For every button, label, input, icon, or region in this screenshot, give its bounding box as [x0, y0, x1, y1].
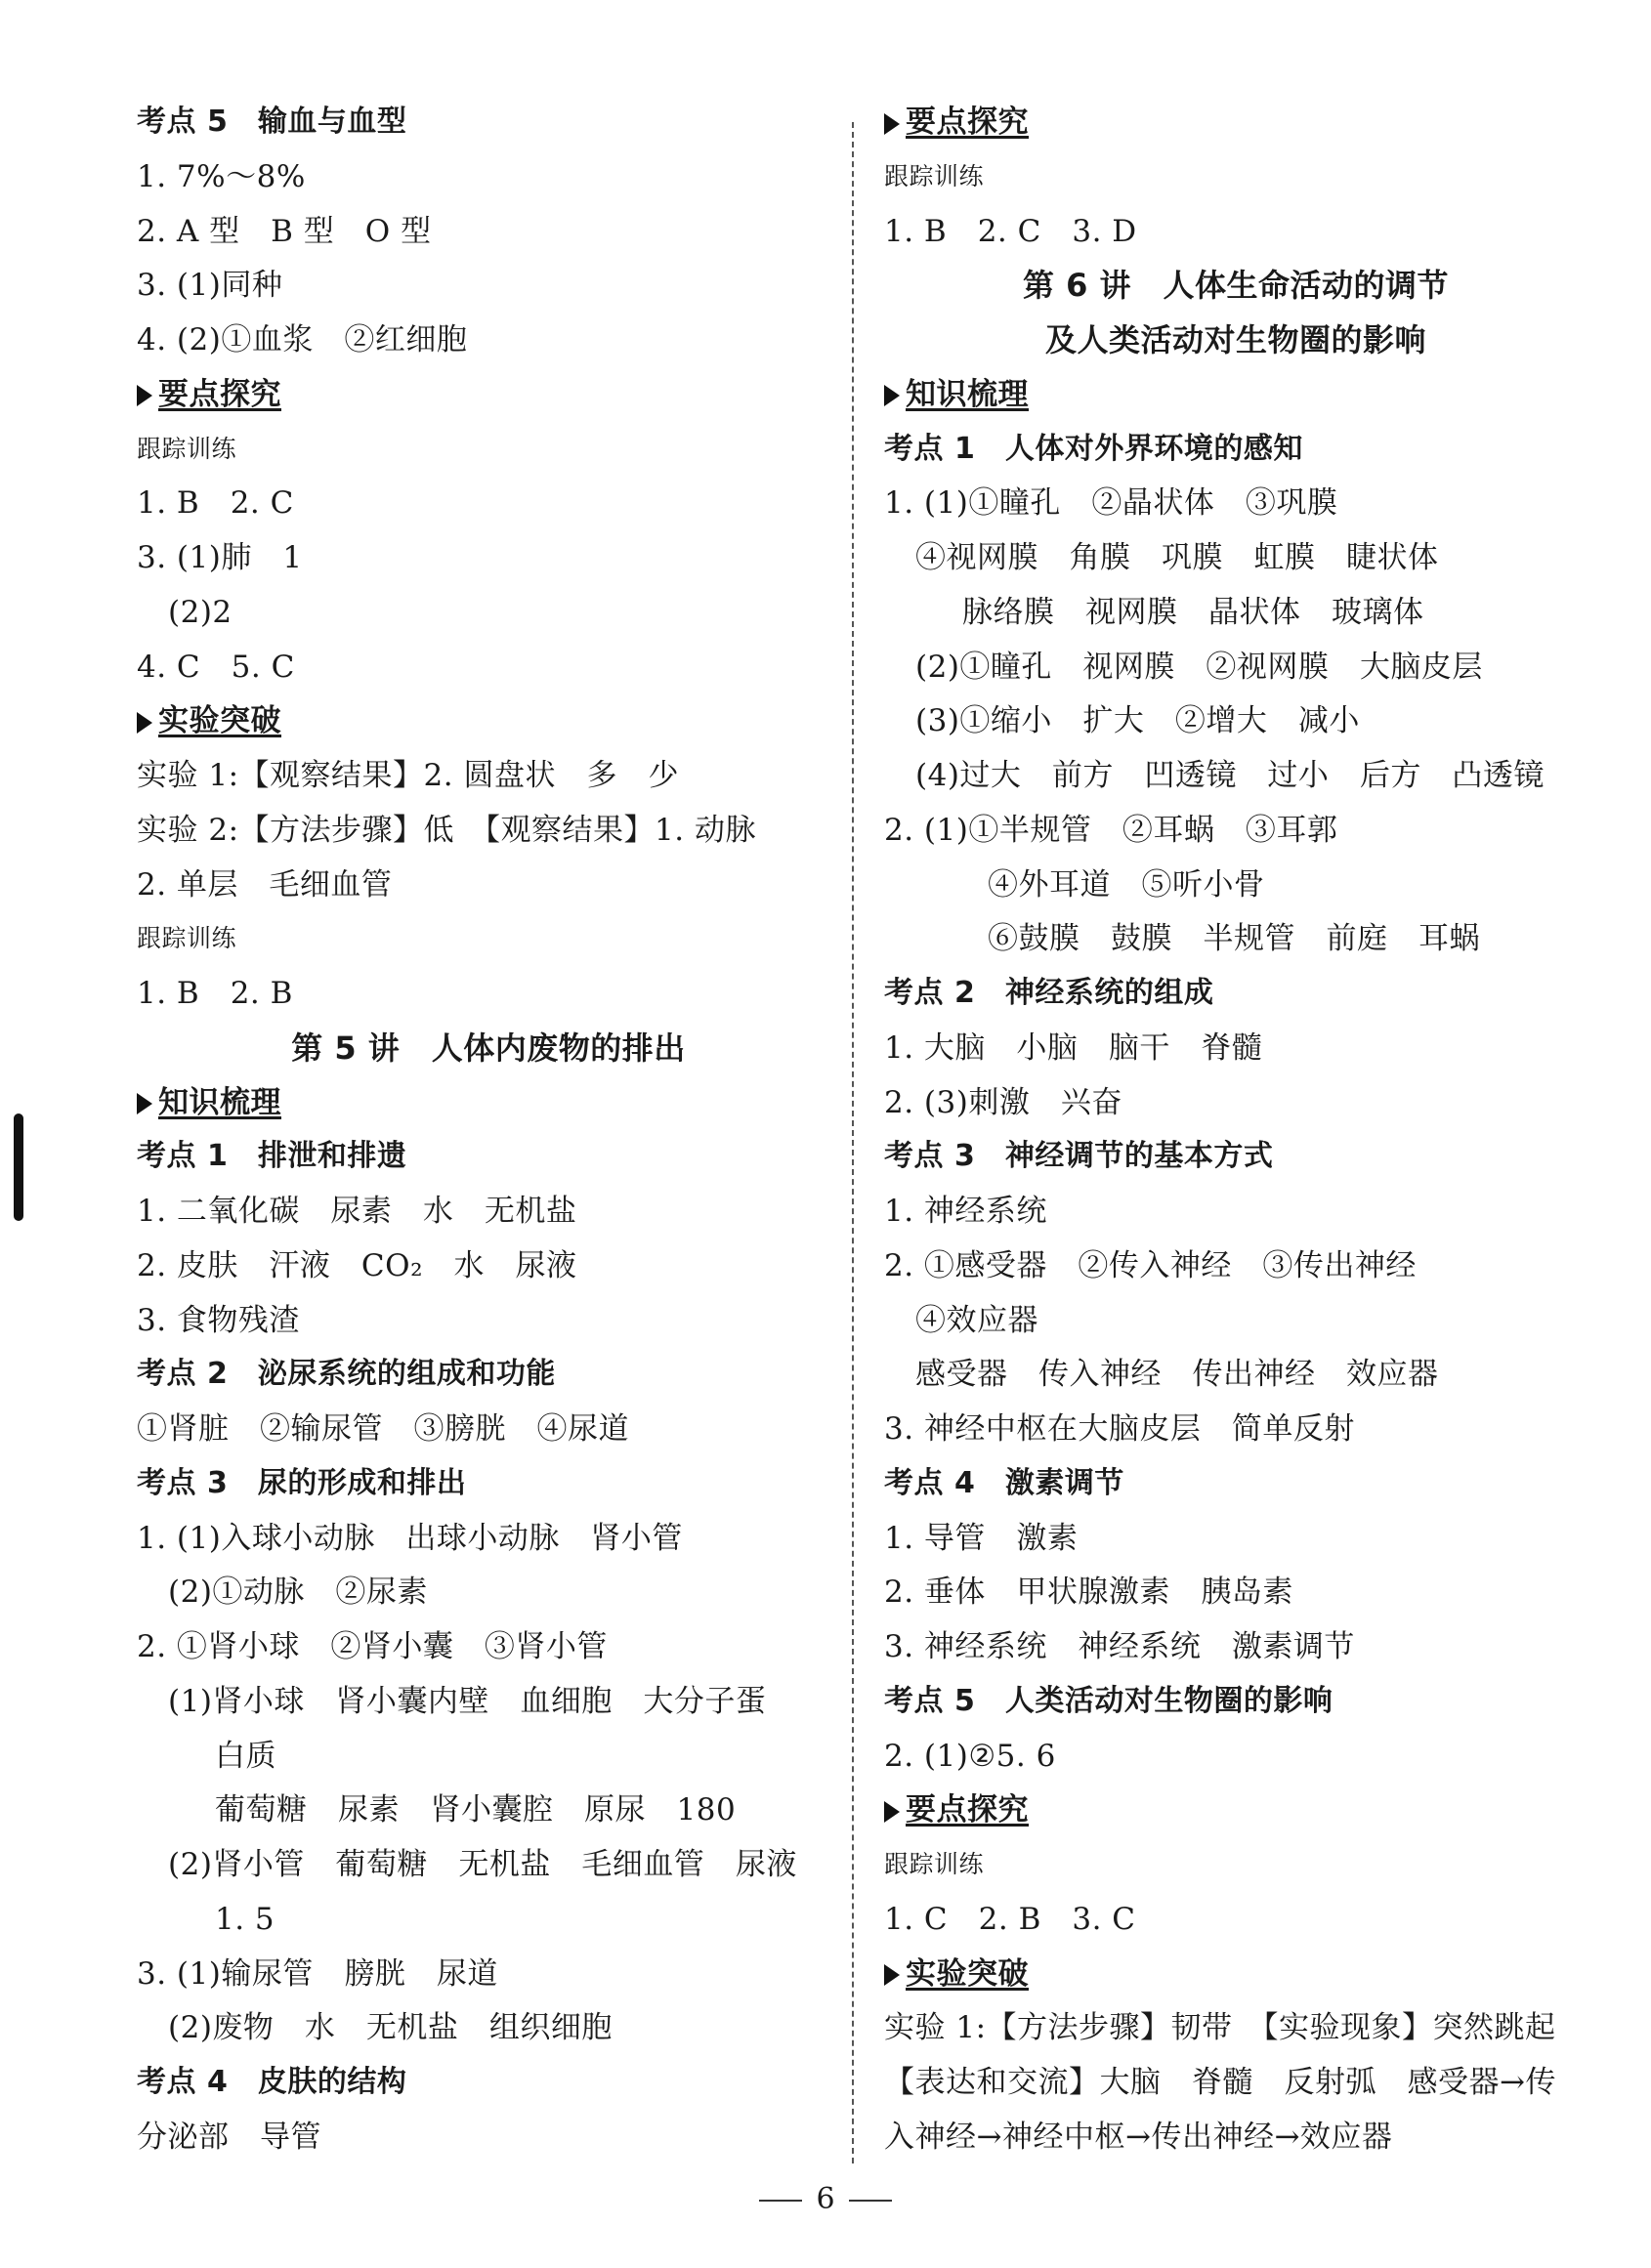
topic-heading: 考点 2 泌尿系统的组成和功能: [137, 1357, 556, 1392]
section-heading: [884, 375, 1029, 414]
answer-line: 3. (1)同种: [137, 268, 283, 304]
page-number: [0, 2180, 1651, 2219]
answer-line: 葡萄糖 尿素 肾小囊腔 原尿 180: [215, 1792, 737, 1828]
answer-line: 3. 神经系统 神经系统 激素调节: [884, 1629, 1355, 1664]
section-heading: [137, 1083, 281, 1122]
answer-line: 3. 神经中枢在大脑皮层 简单反射: [884, 1411, 1355, 1447]
topic-heading: 考点 4 激素调节: [884, 1465, 1124, 1500]
answer-line: 3. 食物残渣: [137, 1302, 300, 1338]
section-heading: [884, 1790, 1029, 1829]
answer-line: 2. (1)②5. 6: [884, 1738, 1056, 1774]
answer-line: 感受器 传入神经 传出神经 效应器: [915, 1357, 1439, 1393]
answer-line: 1. C 2. B 3. C: [884, 1901, 1136, 1937]
answer-line: (2)废物 水 无机盐 组织细胞: [168, 2010, 613, 2046]
answer-line: 1. B 2. C: [137, 485, 294, 522]
answer-line: (2)肾小管 葡萄糖 无机盐 毛细血管 尿液: [168, 1847, 797, 1882]
topic-heading: 考点 4 皮肤的结构: [137, 2065, 407, 2099]
practice-label: 跟踪训练: [137, 434, 237, 463]
answer-line: 2. 皮肤 汗液 CO₂ 水 尿液: [137, 1247, 577, 1283]
section-heading-label: 知识梳理: [158, 1084, 281, 1120]
triangle-marker-icon: [137, 712, 152, 734]
topic-heading: 考点 5 人类活动对生物圈的影响: [884, 1683, 1334, 1718]
answer-line: (2)①动脉 ②尿素: [168, 1575, 428, 1611]
lecture-title: 及人类活动对生物圈的影响: [1044, 321, 1426, 358]
practice-label: 跟踪训练: [137, 924, 237, 953]
answer-line: ④视网膜 角膜 巩膜 虹膜 睫状体: [915, 540, 1439, 575]
answer-line: (2)2: [168, 594, 233, 630]
section-heading-label: 要点探究: [906, 105, 1029, 140]
topic-heading: 考点 2 神经系统的组成: [884, 976, 1214, 1010]
answer-line: 1. (1)①瞳孔 ②晶状体 ③巩膜: [884, 485, 1338, 522]
answer-line: 2. ①肾小球 ②肾小囊 ③肾小管: [137, 1629, 608, 1664]
section-heading-label: 实验突破: [158, 703, 281, 739]
triangle-marker-icon: [884, 113, 900, 135]
section-heading: [137, 375, 281, 414]
answer-line: 1. B 2. B: [137, 976, 293, 1011]
topic-heading: 考点 5 输血与血型: [137, 105, 407, 139]
answer-line: (4)过大 前方 凹透镜 过小 后方 凸透镜: [915, 758, 1545, 793]
answer-line: 实验 2:【方法步骤】低 【观察结果】1. 动脉: [137, 812, 756, 848]
triangle-marker-icon: [884, 385, 900, 406]
answer-line: ④外耳道 ⑤听小骨: [988, 866, 1265, 903]
answer-line: ⑥鼓膜 鼓膜 半规管 前庭 耳蜗: [988, 921, 1480, 957]
answer-line: 1. (1)入球小动脉 出球小动脉 肾小管: [137, 1520, 683, 1556]
answer-line: 1. 二氧化碳 尿素 水 无机盐: [137, 1194, 577, 1229]
answer-line: 2. (1)①半规管 ②耳蜗 ③耳郭: [884, 812, 1338, 848]
answer-line: 入神经→神经中枢→传出神经→效应器: [884, 2119, 1393, 2155]
answer-line: 实验 1:【方法步骤】韧带 【实验现象】突然跳起: [884, 2010, 1556, 2046]
answer-line: 2. A 型 B 型 O 型: [137, 213, 432, 249]
answer-line: 1. 5: [215, 1901, 275, 1937]
section-heading-label: 要点探究: [906, 1792, 1029, 1828]
answer-line: 1. 大脑 小脑 脑干 脊髓: [884, 1029, 1263, 1066]
answer-line: (2)①瞳孔 视网膜 ②视网膜 大脑皮层: [915, 649, 1483, 685]
answer-line: 白质: [215, 1738, 276, 1774]
answer-line: 1. 7%～8%: [137, 158, 306, 194]
answer-line: ④效应器: [915, 1302, 1038, 1338]
answer-line: 脉络膜 视网膜 晶状体 玻璃体: [962, 594, 1424, 630]
answer-line: ①肾脏 ②输尿管 ③膀胱 ④尿道: [137, 1411, 629, 1447]
section-heading: [137, 701, 281, 740]
answer-line: 1. 神经系统: [884, 1194, 1047, 1229]
answer-line: (3)①缩小 扩大 ②增大 减小: [915, 703, 1360, 739]
answer-line: (1)肾小球 肾小囊内壁 血细胞 大分子蛋: [168, 1683, 767, 1719]
lecture-title: 第 5 讲 人体内废物的排出: [291, 1029, 686, 1067]
topic-heading: 考点 1 排泄和排遗: [137, 1139, 407, 1174]
practice-label: 跟踪训练: [884, 161, 985, 190]
triangle-marker-icon: [137, 385, 152, 406]
answer-line: 3. (1)输尿管 膀胱 尿道: [137, 1955, 498, 1992]
triangle-marker-icon: [884, 1801, 900, 1823]
answer-line: 【表达和交流】大脑 脊髓 反射弧 感受器→传: [884, 2065, 1556, 2100]
answer-line: 2. ①感受器 ②传入神经 ③传出神经: [884, 1247, 1417, 1283]
page-number-dash-left: [759, 2200, 802, 2202]
section-heading-label: 实验突破: [906, 1955, 1029, 1992]
page-number-dash-right: [849, 2200, 892, 2202]
answer-line: 2. 单层 毛细血管: [137, 866, 393, 903]
triangle-marker-icon: [137, 1093, 152, 1114]
answer-line: 3. (1)肺 1: [137, 540, 303, 575]
topic-heading: 考点 3 神经调节的基本方式: [884, 1139, 1274, 1174]
lecture-title: 第 6 讲 人体生命活动的调节: [1022, 267, 1450, 305]
answer-line: 4. C 5. C: [137, 649, 295, 685]
answer-line: 分泌部 导管: [137, 2119, 321, 2155]
triangle-marker-icon: [884, 1964, 900, 1986]
section-heading: [884, 103, 1029, 142]
answer-line: 2. 垂体 甲状腺激素 胰岛素: [884, 1575, 1293, 1611]
page-number-text: 6: [816, 2182, 835, 2216]
answer-line: 4. (2)①血浆 ②红细胞: [137, 322, 468, 357]
scan-mark: [14, 1113, 23, 1221]
section-heading-label: 知识梳理: [906, 376, 1029, 412]
answer-line: 实验 1:【观察结果】2. 圆盘状 多 少: [137, 758, 679, 793]
answer-line: 1. B 2. C 3. D: [884, 213, 1137, 249]
topic-heading: 考点 1 人体对外界环境的感知: [884, 431, 1303, 466]
topic-heading: 考点 3 尿的形成和排出: [137, 1465, 467, 1500]
answer-line: 1. 导管 激素: [884, 1520, 1079, 1556]
section-heading: [884, 1954, 1029, 1994]
column-divider: [852, 122, 854, 2163]
answer-line: 2. (3)刺激 兴奋: [884, 1084, 1122, 1120]
practice-label: 跟踪训练: [884, 1850, 985, 1878]
section-heading-label: 要点探究: [158, 376, 281, 412]
